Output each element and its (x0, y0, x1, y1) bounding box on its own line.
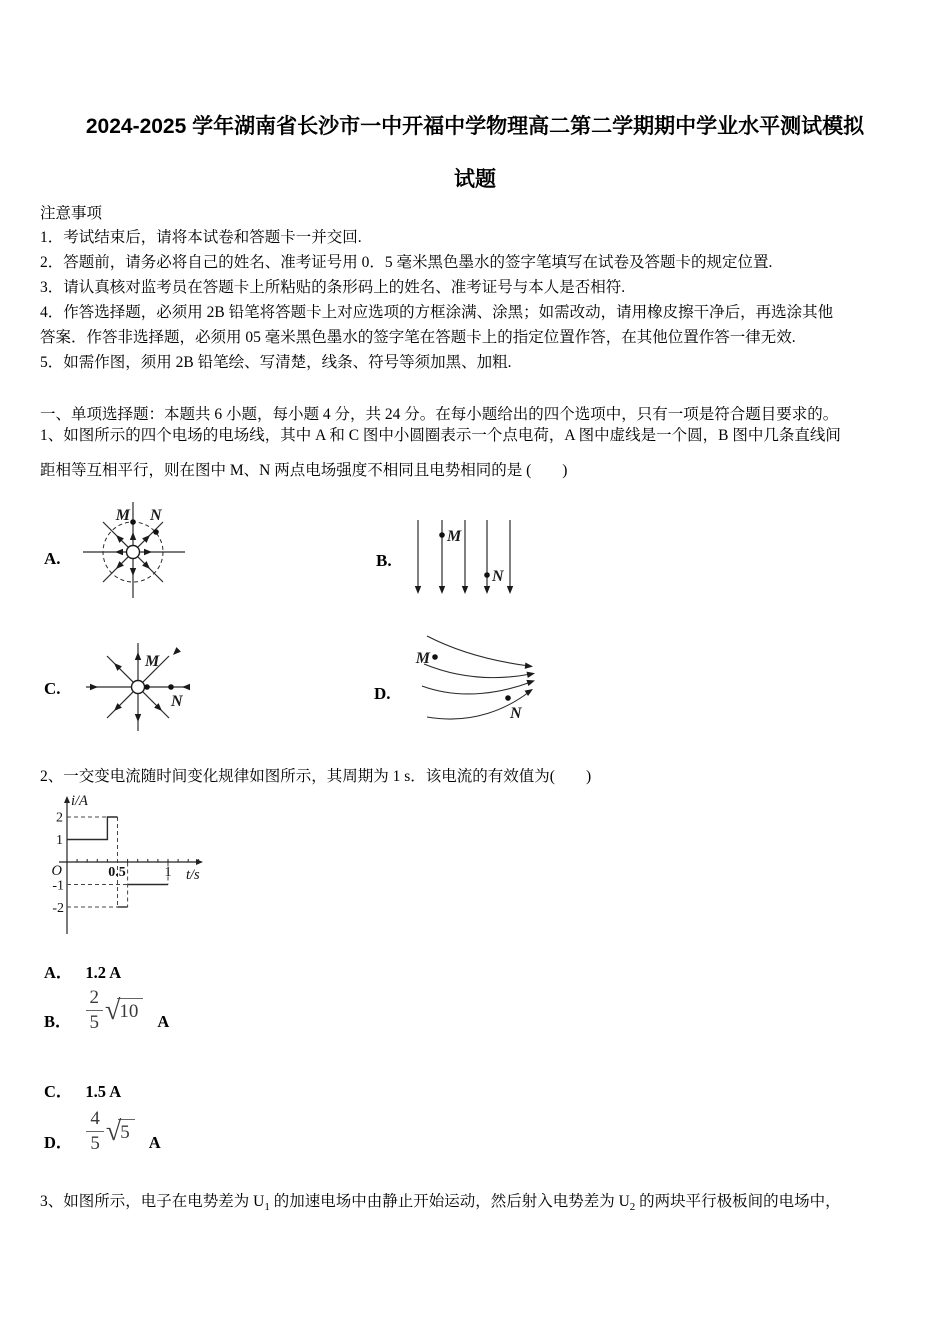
point-n-dot (168, 684, 174, 690)
exam-title-line1: 2024-2025 学年湖南省长沙市一中开福中学物理高二第二学期期中学业水平测试模拟 (85, 115, 865, 138)
option-b-row (44, 983, 169, 1037)
fraction-numerator: 4 (86, 1109, 104, 1132)
y-tick-2: 2 (56, 810, 63, 826)
y-tick-minus2: -2 (52, 901, 64, 916)
option-b-label: B． (44, 1012, 72, 1031)
origin-label: O (51, 863, 62, 879)
point-m-dot (432, 654, 438, 660)
figure-d-label: D. (374, 684, 391, 703)
point-m-dot (130, 519, 136, 525)
radicand: 5 (118, 1119, 135, 1142)
figure-b-uniform-field-diagram (406, 506, 526, 606)
figure-a-point-charge-diagram (78, 492, 268, 642)
option-d-label: D． (44, 1133, 73, 1152)
option-c-row (44, 1078, 121, 1102)
notice-heading: 注意事项 (40, 205, 103, 222)
radicand: 10 (117, 998, 143, 1021)
notice-line-3: 3．请认真核对监考员在答题卡上所粘贴的条形码上的姓名、准考证号与本人是否相符. (40, 279, 626, 296)
y-tick-minus1: -1 (52, 878, 64, 894)
point-n-dot (484, 572, 490, 578)
q3-part3: 的两块平行极板间的电场中， (635, 1193, 841, 1210)
fraction-denominator: 5 (89, 1011, 100, 1033)
y-tick-1: 1 (56, 833, 63, 848)
option-c-value: 1.5 A (85, 1082, 122, 1101)
figure-c-point-charge-diagram (83, 626, 263, 756)
point-m-dot (439, 532, 445, 538)
option-d-unit: A (148, 1133, 161, 1152)
point-m-label: M (115, 507, 130, 524)
arrowheads (525, 662, 536, 696)
notice-line-1: 1．考试结束后，请将本试卷和答题卡一并交回. (40, 229, 362, 246)
question-1-line1: 1、如图所示的四个电场的电场线，其中 A 和 C 图中小圆圈表示一个点电荷，A 图中虚线是一个圆，B 图中几条直线间 (40, 427, 841, 444)
square-root (106, 1117, 135, 1145)
option-c-label: C． (44, 1082, 73, 1101)
point-charge-icon (132, 681, 145, 694)
x-tick-1: 1 (164, 865, 172, 880)
question-1-line2: 距相等互相平行，则在图中 M、N 两点电场强度不相同且电势相同的是 ( ) (40, 462, 568, 479)
point-charge-icon (127, 546, 140, 559)
radical-sign: √ (105, 995, 121, 1026)
option-a-value: 1.2 A (85, 963, 122, 982)
point-m-label: M (415, 650, 430, 667)
option-d-row (44, 1104, 161, 1158)
fraction-denominator: 5 (90, 1132, 100, 1154)
notice-line-2: 2．答题前，请务必将自己的姓名、准考证号用 0．5 毫米黑色墨水的签字笔填写在试卷及答题卡的规定位置. (40, 254, 773, 271)
figure-d-curved-field-diagram (403, 628, 548, 738)
square-root (105, 996, 143, 1024)
axes (59, 798, 201, 934)
fraction-numerator: 2 (86, 988, 104, 1011)
figure-b-label: B. (376, 551, 392, 570)
exam-title-line2: 试题 (454, 168, 496, 191)
point-n-label: N (171, 693, 183, 710)
question-3-text (40, 1192, 841, 1215)
point-n-label: N (150, 507, 162, 524)
question-2-text: 2、一交变电流随时间变化规律如图所示，其周期为 1 s．该电流的有效值为( ) (40, 768, 592, 785)
notice-line-5: 5．如需作图，须用 2B 铅笔绘、写清楚，线条、符号等须加黑、加粗. (40, 354, 512, 371)
y-axis-label: i/A (71, 793, 88, 809)
point-n-label: N (492, 568, 504, 585)
q3-part2: 的加速电场中由静止开始运动，然后射入电势差为 U (269, 1193, 630, 1210)
q3-subscript2: 2 (629, 1201, 636, 1214)
x-tick-0-5: 0.5 (108, 865, 126, 880)
point-n-dot (153, 529, 159, 535)
point-m-label: M (145, 653, 160, 670)
figure-c-label: C. (44, 679, 61, 698)
fraction (86, 1109, 104, 1154)
option-a-label: A． (44, 963, 73, 982)
arrowheads (415, 586, 513, 594)
point-n-label: N (510, 705, 522, 722)
fraction (86, 988, 104, 1033)
option-b-unit: A (157, 1012, 170, 1031)
notice-line-4b: 答案．作答非选择题，必须用 05 毫米黑色墨水的签字笔在答题卡上的指定位置作答，在其他位置作答一律无效. (40, 329, 796, 346)
notice-line-4: 4．作答选择题，必须用 2B 铅笔将答题卡上对应选项的方框涂满、涂黑；如需改动，请用橡皮擦干净后，再选涂其他 (40, 304, 834, 321)
point-m-dot (144, 684, 150, 690)
section-1-heading: 一、单项选择题：本题共 6 小题，每小题 4 分，共 24 分。在每小题给出的四个选项中，只有一项是符合题目要求的。 (40, 406, 839, 423)
radical-sign: √ (105, 1116, 122, 1147)
q3-subscript1: 1 (264, 1201, 270, 1214)
q3-part1: 3、如图所示，电子在电势差为 U (40, 1193, 265, 1210)
x-axis-label: t/s (186, 867, 200, 883)
option-a-row (44, 959, 121, 983)
point-n-dot (505, 695, 511, 701)
point-m-label: M (447, 528, 462, 545)
current-time-graph (38, 792, 248, 942)
figure-a-label: A. (44, 549, 61, 568)
